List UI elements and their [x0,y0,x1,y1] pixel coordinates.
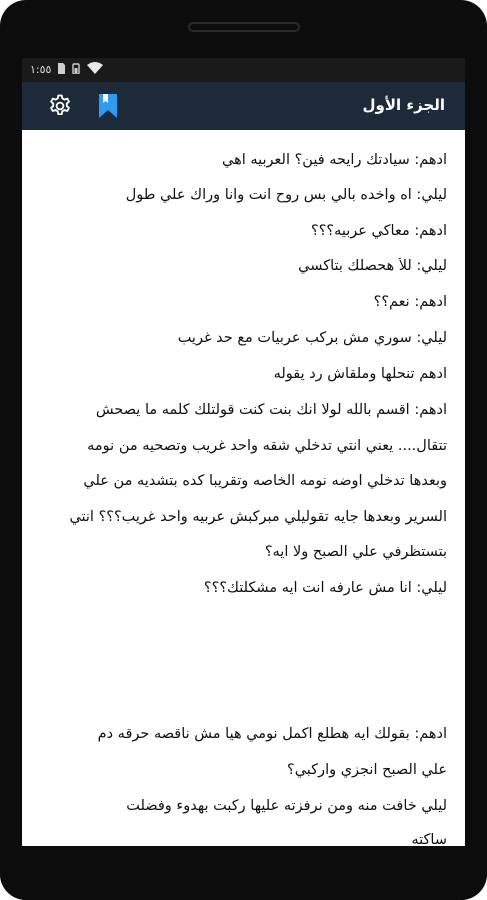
story-line: ليلي: سوري مش بركب عربيات مع حد غريب [177,330,447,346]
story-line: ليلي: انا مش عارفه انت ايه مشكلتك؟؟؟ [203,580,447,596]
story-line: ادهم: نعم؟؟ [373,294,447,310]
story-content[interactable] [22,130,465,846]
story-line: تتقال.... يعني انتي تدخلي شقه واحد غريب وتصحيه من نومه [87,438,447,454]
earpiece-speaker [188,22,300,32]
story-line: ادهم: سيادتك رايحه فين؟ العربيه اهي [222,152,447,168]
phone-bottom-bezel [0,846,487,900]
bookmark-icon[interactable] [98,94,118,118]
story-line: ادهم تنحلها وملقاش رد يقوله [273,366,447,382]
story-line: ادهم: بقولك ايه هطلع اكمل نومي هيا مش ناقصه حرقه دم [97,726,447,742]
signal-icon [71,63,81,77]
app-bar [22,82,465,130]
story-line: ليلي: اه واخده بالي بس روح انت وانا وراك علي طول [125,187,447,203]
status-left-group [30,62,103,77]
status-time: ١:٥٥ [30,63,52,76]
chapter-title: الجزء الأول [362,96,445,114]
story-line: ليلي: للأ هحصلك بتاكسي [298,258,447,274]
story-line: بتستظرفي علي الصبح ولا ايه؟ [264,544,447,560]
phone-screen [22,58,465,846]
story-line: ساكته [411,832,447,846]
status-bar [22,58,465,82]
settings-gear-icon[interactable] [48,94,72,118]
story-line: السرير وبعدها جايه تقوليلي مبركبش عربيه واحد غريب؟؟؟ انتي [69,509,447,525]
story-line: ليلي خافت منه ومن نرفزته عليها ركبت بهدوء وفضلت [126,798,447,814]
story-line: وبعدها تدخلي اوضه نومه الخاصه وتقريبا كده بتشديه من علي [83,473,447,489]
wifi-icon [87,62,103,77]
sim-card-icon [57,63,65,77]
story-line: ادهم: معاكي عربيه؟؟؟ [311,223,447,239]
story-line: ادهم: اقسم بالله لولا انك بنت كنت قولتلك كلمه ما يصحش [95,402,447,418]
story-line: علي الصبح انجزي واركبي؟ [287,762,447,778]
